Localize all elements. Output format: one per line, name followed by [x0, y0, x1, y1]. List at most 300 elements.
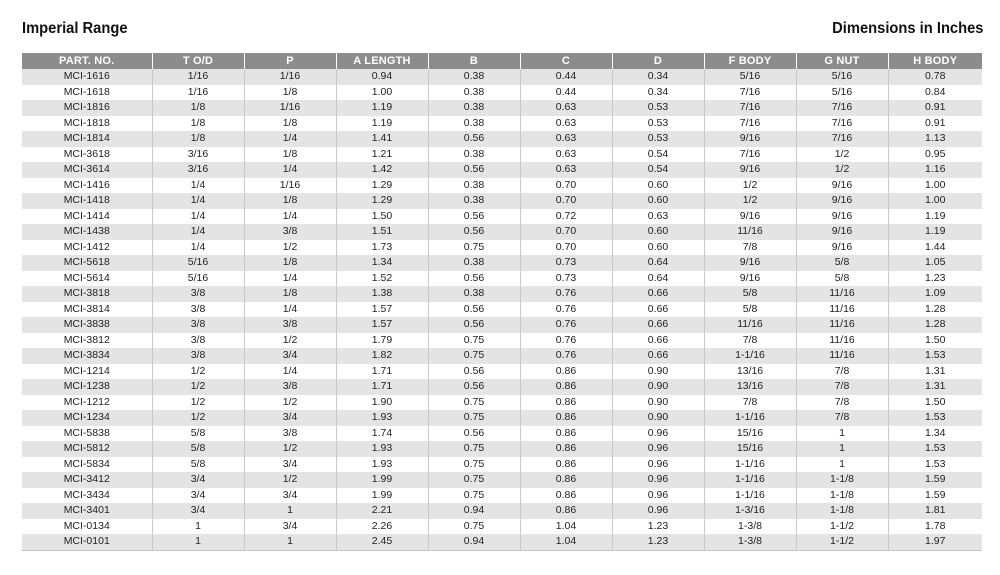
part-number-cell: MCI-1618 — [22, 85, 152, 101]
table-cell: 1/2 — [244, 240, 336, 256]
part-number-cell: MCI-1616 — [22, 69, 152, 85]
table-cell: 1/8 — [244, 255, 336, 271]
table-cell: 0.44 — [520, 69, 612, 85]
table-cell: 1.44 — [888, 240, 982, 256]
table-cell: 1.52 — [336, 271, 428, 287]
table-cell: 0.78 — [888, 69, 982, 85]
table-cell: 1.28 — [888, 302, 982, 318]
table-cell: 0.56 — [428, 364, 520, 380]
table-cell: 0.96 — [612, 503, 704, 519]
table-cell: 0.63 — [520, 162, 612, 178]
part-number-cell: MCI-0101 — [22, 534, 152, 550]
table-cell: 5/16 — [796, 85, 888, 101]
table-cell: 0.54 — [612, 162, 704, 178]
table-cell: 1.99 — [336, 472, 428, 488]
table-cell: 1.79 — [336, 333, 428, 349]
table-cell: 0.56 — [428, 224, 520, 240]
table-cell: 3/4 — [244, 410, 336, 426]
table-cell: 0.76 — [520, 286, 612, 302]
table-cell: 11/16 — [796, 317, 888, 333]
table-cell: 0.75 — [428, 457, 520, 473]
table-row — [22, 457, 982, 473]
table-cell: 5/16 — [704, 69, 796, 85]
table-cell: 1.53 — [888, 348, 982, 364]
table-cell: 3/16 — [152, 162, 244, 178]
column-header: P — [244, 53, 336, 69]
table-cell: 0.56 — [428, 317, 520, 333]
table-cell: 3/4 — [244, 488, 336, 504]
table-cell: 3/4 — [152, 503, 244, 519]
part-number-cell: MCI-3434 — [22, 488, 152, 504]
table-cell: 1/2 — [244, 472, 336, 488]
table-cell: 0.84 — [888, 85, 982, 101]
table-cell: 1.04 — [520, 519, 612, 535]
column-header: G NUT — [796, 53, 888, 69]
table-cell: 0.86 — [520, 472, 612, 488]
table-cell: 2.26 — [336, 519, 428, 535]
table-cell: 0.96 — [612, 457, 704, 473]
table-cell: 1.00 — [888, 178, 982, 194]
table-cell: 0.86 — [520, 488, 612, 504]
table-cell: 1/16 — [244, 100, 336, 116]
table-row — [22, 348, 982, 364]
table-row — [22, 379, 982, 395]
table-cell: 1.38 — [336, 286, 428, 302]
table-cell: 1.19 — [336, 116, 428, 132]
table-cell: 1.23 — [612, 534, 704, 550]
column-header: T O/D — [152, 53, 244, 69]
table-cell: 11/16 — [796, 302, 888, 318]
table-cell: 9/16 — [796, 224, 888, 240]
table-cell: 0.66 — [612, 302, 704, 318]
table-cell: 5/8 — [796, 271, 888, 287]
table-cell: 1.19 — [336, 100, 428, 116]
table-cell: 0.76 — [520, 348, 612, 364]
table-cell: 1.31 — [888, 379, 982, 395]
table-cell: 3/8 — [152, 286, 244, 302]
table-cell: 1/16 — [152, 85, 244, 101]
part-number-cell: MCI-1212 — [22, 395, 152, 411]
table-cell: 1/2 — [244, 333, 336, 349]
table-cell: 0.86 — [520, 379, 612, 395]
part-number-cell: MCI-1214 — [22, 364, 152, 380]
table-cell: 0.66 — [612, 317, 704, 333]
table-cell: 2.21 — [336, 503, 428, 519]
table-cell: 0.95 — [888, 147, 982, 163]
table-cell: 1.19 — [888, 209, 982, 225]
table-cell: 0.86 — [520, 503, 612, 519]
table-cell: 0.86 — [520, 457, 612, 473]
table-cell: 0.86 — [520, 441, 612, 457]
part-number-cell: MCI-1234 — [22, 410, 152, 426]
table-cell: 0.72 — [520, 209, 612, 225]
table-cell: 0.75 — [428, 240, 520, 256]
table-cell: 1/16 — [244, 69, 336, 85]
table-cell: 1.73 — [336, 240, 428, 256]
table-cell: 0.90 — [612, 379, 704, 395]
table-cell: 5/16 — [152, 255, 244, 271]
table-cell: 1/4 — [152, 240, 244, 256]
table-row — [22, 286, 982, 302]
table-row — [22, 178, 982, 194]
table-cell: 11/16 — [704, 317, 796, 333]
table-cell: 9/16 — [704, 131, 796, 147]
table-cell: 0.66 — [612, 348, 704, 364]
table-cell: 9/16 — [704, 209, 796, 225]
table-cell: 0.38 — [428, 178, 520, 194]
part-number-cell: MCI-1816 — [22, 100, 152, 116]
part-number-cell: MCI-5614 — [22, 271, 152, 287]
table-row — [22, 472, 982, 488]
table-cell: 1.50 — [888, 395, 982, 411]
table-cell: 0.64 — [612, 271, 704, 287]
table-cell: 7/8 — [704, 333, 796, 349]
table-header — [22, 53, 982, 69]
table-cell: 1/4 — [152, 209, 244, 225]
table-cell: 1.53 — [888, 410, 982, 426]
table-cell: 1/8 — [152, 116, 244, 132]
table-row — [22, 364, 982, 380]
table-row — [22, 534, 982, 550]
table-cell: 0.38 — [428, 69, 520, 85]
table-cell: 0.60 — [612, 240, 704, 256]
page-title: Imperial Range — [22, 20, 128, 37]
table-row — [22, 147, 982, 163]
table-cell: 1 — [244, 503, 336, 519]
part-number-cell: MCI-3814 — [22, 302, 152, 318]
table-cell: 1.57 — [336, 317, 428, 333]
table-cell: 0.75 — [428, 410, 520, 426]
table-cell: 5/8 — [152, 457, 244, 473]
table-cell: 1-1/8 — [796, 503, 888, 519]
table-cell: 1.78 — [888, 519, 982, 535]
table-row — [22, 488, 982, 504]
table-cell: 0.76 — [520, 302, 612, 318]
table-row — [22, 224, 982, 240]
table-cell: 1.29 — [336, 193, 428, 209]
column-header: C — [520, 53, 612, 69]
table-cell: 1.71 — [336, 364, 428, 380]
part-number-cell: MCI-3818 — [22, 286, 152, 302]
table-cell: 13/16 — [704, 364, 796, 380]
table-cell: 0.53 — [612, 100, 704, 116]
table-cell: 5/8 — [704, 286, 796, 302]
table-cell: 1 — [796, 441, 888, 457]
table-cell: 1/2 — [244, 441, 336, 457]
table-cell: 0.56 — [428, 379, 520, 395]
table-cell: 7/8 — [796, 379, 888, 395]
table-cell: 1/16 — [152, 69, 244, 85]
table-cell: 9/16 — [796, 240, 888, 256]
table-cell: 1.42 — [336, 162, 428, 178]
table-row — [22, 519, 982, 535]
table-cell: 1.00 — [888, 193, 982, 209]
table-cell: 3/8 — [152, 348, 244, 364]
table-cell: 1.59 — [888, 488, 982, 504]
table-cell: 0.38 — [428, 85, 520, 101]
table-cell: 0.56 — [428, 162, 520, 178]
table-cell: 0.60 — [612, 178, 704, 194]
column-header: B — [428, 53, 520, 69]
table-cell: 7/8 — [796, 395, 888, 411]
table-cell: 1-1/16 — [704, 457, 796, 473]
table-cell: 1/2 — [152, 364, 244, 380]
table-cell: 0.76 — [520, 317, 612, 333]
table-cell: 0.70 — [520, 240, 612, 256]
column-header: A LENGTH — [336, 53, 428, 69]
table-cell: 7/8 — [796, 364, 888, 380]
table-cell: 1-1/16 — [704, 472, 796, 488]
table-cell: 1/2 — [152, 410, 244, 426]
table-cell: 1.09 — [888, 286, 982, 302]
table-cell: 5/8 — [796, 255, 888, 271]
table-cell: 7/16 — [704, 116, 796, 132]
table-cell: 1.21 — [336, 147, 428, 163]
table-cell: 3/8 — [244, 379, 336, 395]
part-number-cell: MCI-1438 — [22, 224, 152, 240]
table-cell: 1/4 — [152, 178, 244, 194]
table-cell: 1 — [796, 457, 888, 473]
part-number-cell: MCI-5838 — [22, 426, 152, 442]
table-cell: 1/4 — [152, 193, 244, 209]
table-cell: 0.70 — [520, 178, 612, 194]
header-row — [22, 53, 982, 69]
table-cell: 0.96 — [612, 472, 704, 488]
table-cell: 1/8 — [244, 193, 336, 209]
table-cell: 0.96 — [612, 488, 704, 504]
table-cell: 1.50 — [336, 209, 428, 225]
table-cell: 0.63 — [520, 147, 612, 163]
table-cell: 1/2 — [796, 162, 888, 178]
table-cell: 1.13 — [888, 131, 982, 147]
table-cell: 1.97 — [888, 534, 982, 550]
table-cell: 1.23 — [888, 271, 982, 287]
column-header: H BODY — [888, 53, 982, 69]
table-cell: 0.38 — [428, 255, 520, 271]
table-cell: 0.64 — [612, 255, 704, 271]
table-body — [22, 69, 982, 550]
table-cell: 5/8 — [152, 441, 244, 457]
table-cell: 0.75 — [428, 395, 520, 411]
table-cell: 1.53 — [888, 457, 982, 473]
table-cell: 5/8 — [152, 426, 244, 442]
table-cell: 1.04 — [520, 534, 612, 550]
table-cell: 0.66 — [612, 286, 704, 302]
table-cell: 5/16 — [152, 271, 244, 287]
table-cell: 15/16 — [704, 441, 796, 457]
part-number-cell: MCI-3812 — [22, 333, 152, 349]
table-cell: 13/16 — [704, 379, 796, 395]
table-cell: 3/8 — [244, 426, 336, 442]
table-cell: 1/2 — [152, 395, 244, 411]
table-cell: 1.82 — [336, 348, 428, 364]
table-cell: 0.38 — [428, 286, 520, 302]
table-cell: 1.99 — [336, 488, 428, 504]
table-cell: 1/4 — [152, 224, 244, 240]
table-cell: 3/4 — [152, 488, 244, 504]
table-row — [22, 209, 982, 225]
table-cell: 1.50 — [888, 333, 982, 349]
part-number-cell: MCI-1412 — [22, 240, 152, 256]
table-cell: 3/8 — [152, 302, 244, 318]
table-cell: 7/16 — [796, 100, 888, 116]
table-cell: 0.90 — [612, 364, 704, 380]
part-number-cell: MCI-5618 — [22, 255, 152, 271]
table-cell: 0.34 — [612, 85, 704, 101]
part-number-cell: MCI-1418 — [22, 193, 152, 209]
table-cell: 7/16 — [796, 116, 888, 132]
table-cell: 1-3/16 — [704, 503, 796, 519]
column-header: PART. NO. — [22, 53, 152, 69]
table-cell: 3/8 — [152, 333, 244, 349]
table-cell: 1/4 — [244, 131, 336, 147]
table-row — [22, 85, 982, 101]
table-cell: 11/16 — [704, 224, 796, 240]
table-cell: 1/2 — [704, 193, 796, 209]
table-cell: 0.90 — [612, 395, 704, 411]
part-number-cell: MCI-1814 — [22, 131, 152, 147]
table-cell: 1.34 — [336, 255, 428, 271]
part-number-cell: MCI-3412 — [22, 472, 152, 488]
table-cell: 1 — [152, 519, 244, 535]
table-cell: 1/4 — [244, 302, 336, 318]
part-number-cell: MCI-1818 — [22, 116, 152, 132]
dimensions-table — [22, 53, 982, 551]
table-row — [22, 410, 982, 426]
table-cell: 5/8 — [704, 302, 796, 318]
table-cell: 0.75 — [428, 472, 520, 488]
part-number-cell: MCI-3401 — [22, 503, 152, 519]
table-cell: 1.19 — [888, 224, 982, 240]
table-cell: 1/8 — [244, 116, 336, 132]
table-cell: 0.96 — [612, 441, 704, 457]
table-cell: 1 — [152, 534, 244, 550]
table-cell: 0.75 — [428, 519, 520, 535]
table-cell: 1 — [244, 534, 336, 550]
table-cell: 1.23 — [612, 519, 704, 535]
table-row — [22, 333, 982, 349]
table-cell: 3/4 — [244, 348, 336, 364]
table-cell: 0.86 — [520, 395, 612, 411]
table-row — [22, 100, 982, 116]
table-cell: 7/16 — [796, 131, 888, 147]
table-cell: 1-1/8 — [796, 472, 888, 488]
table-cell: 0.38 — [428, 147, 520, 163]
table-cell: 0.86 — [520, 426, 612, 442]
table-cell: 1-3/8 — [704, 519, 796, 535]
table-cell: 0.56 — [428, 271, 520, 287]
table-cell: 1.28 — [888, 317, 982, 333]
table-cell: 9/16 — [796, 209, 888, 225]
table-cell: 0.70 — [520, 193, 612, 209]
table-cell: 1.29 — [336, 178, 428, 194]
table-cell: 1/4 — [244, 364, 336, 380]
table-cell: 1.90 — [336, 395, 428, 411]
table-cell: 1.74 — [336, 426, 428, 442]
table-cell: 0.73 — [520, 255, 612, 271]
table-cell: 1-1/8 — [796, 488, 888, 504]
table-cell: 3/8 — [244, 224, 336, 240]
table-row — [22, 193, 982, 209]
table-cell: 3/8 — [244, 317, 336, 333]
table-cell: 1/2 — [244, 395, 336, 411]
table-cell: 1.05 — [888, 255, 982, 271]
table-cell: 1/2 — [704, 178, 796, 194]
table-cell: 0.75 — [428, 488, 520, 504]
column-header: D — [612, 53, 704, 69]
table-cell: 0.56 — [428, 209, 520, 225]
part-number-cell: MCI-3834 — [22, 348, 152, 364]
table-cell: 1/16 — [244, 178, 336, 194]
table-cell: 0.60 — [612, 193, 704, 209]
part-number-cell: MCI-3618 — [22, 147, 152, 163]
table-row — [22, 69, 982, 85]
table-cell: 1/8 — [244, 85, 336, 101]
table-cell: 7/8 — [796, 410, 888, 426]
part-number-cell: MCI-3614 — [22, 162, 152, 178]
table-cell: 1.53 — [888, 441, 982, 457]
table-row — [22, 255, 982, 271]
part-number-cell: MCI-1416 — [22, 178, 152, 194]
table-cell: 0.66 — [612, 333, 704, 349]
part-number-cell: MCI-1414 — [22, 209, 152, 225]
table-cell: 0.73 — [520, 271, 612, 287]
table-cell: 0.91 — [888, 100, 982, 116]
table-cell: 0.75 — [428, 333, 520, 349]
table-cell: 0.94 — [336, 69, 428, 85]
table-cell: 1/8 — [152, 100, 244, 116]
table-cell: 9/16 — [704, 271, 796, 287]
table-cell: 1.41 — [336, 131, 428, 147]
table-cell: 1-1/2 — [796, 534, 888, 550]
table-cell: 1.93 — [336, 457, 428, 473]
table-cell: 1.34 — [888, 426, 982, 442]
part-number-cell: MCI-5834 — [22, 457, 152, 473]
table-cell: 0.86 — [520, 410, 612, 426]
table-cell: 2.45 — [336, 534, 428, 550]
table-cell: 11/16 — [796, 348, 888, 364]
table-row — [22, 240, 982, 256]
table-cell: 3/8 — [152, 317, 244, 333]
table-cell: 1.59 — [888, 472, 982, 488]
table-cell: 7/16 — [704, 147, 796, 163]
table-cell: 1 — [796, 426, 888, 442]
table-row — [22, 426, 982, 442]
table-cell: 1/4 — [244, 162, 336, 178]
table-cell: 1-1/2 — [796, 519, 888, 535]
table-cell: 0.76 — [520, 333, 612, 349]
table-cell: 1/4 — [244, 209, 336, 225]
table-cell: 0.94 — [428, 534, 520, 550]
table-cell: 7/8 — [704, 240, 796, 256]
table-cell: 0.56 — [428, 131, 520, 147]
table-cell: 7/16 — [704, 85, 796, 101]
table-row — [22, 116, 982, 132]
table-cell: 0.63 — [520, 100, 612, 116]
table-row — [22, 162, 982, 178]
table-cell: 1/8 — [244, 147, 336, 163]
table-cell: 1.93 — [336, 441, 428, 457]
table-cell: 0.96 — [612, 426, 704, 442]
table-cell: 0.70 — [520, 224, 612, 240]
table-cell: 7/8 — [704, 395, 796, 411]
table-cell: 3/4 — [152, 472, 244, 488]
table-cell: 1/8 — [152, 131, 244, 147]
table-cell: 3/4 — [244, 457, 336, 473]
table-row — [22, 131, 982, 147]
table-cell: 9/16 — [796, 178, 888, 194]
table-cell: 0.38 — [428, 100, 520, 116]
